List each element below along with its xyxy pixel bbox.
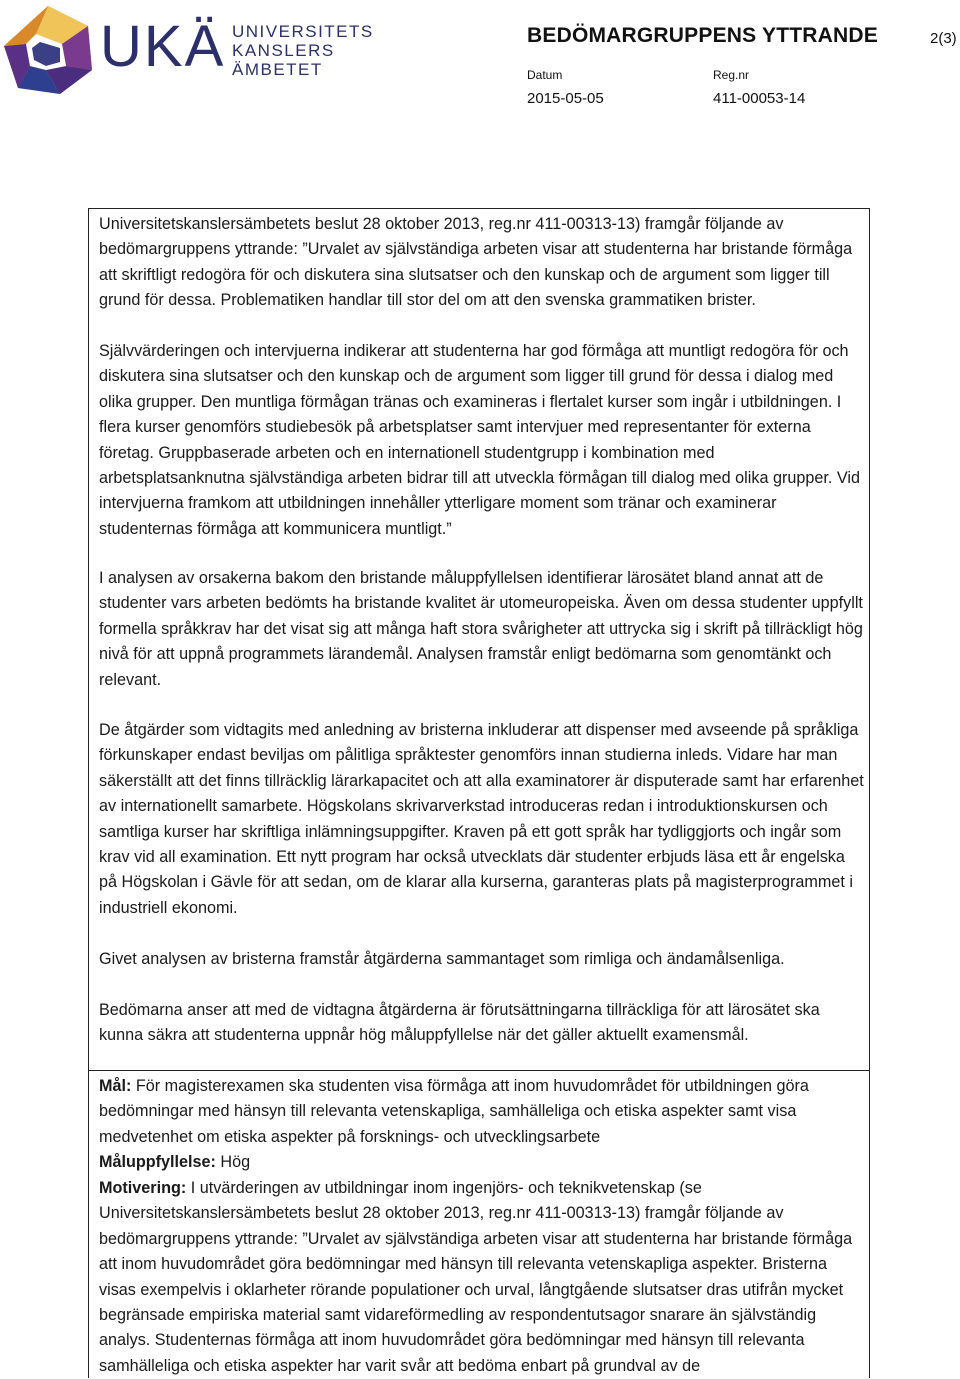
reg-value: 411-00053-14 xyxy=(713,90,806,107)
section1-paragraph: I analysen av orsakerna bakom den bristande måluppfyllelsen identifierar lärosätet bland annat att de studenter vars arbeten bedömts ha bristande kvalitet är utomeuropeiska. Även om dessa studenter uppfyllt formella språkkrav har det visat sig att många haft stora svårigheter att uttrycka sig i skrift på tillräckligt hög nivå för att uppnå programmets lärandemål. Analysen framstår enligt bedömarna som genomtänkt och relevant. xyxy=(99,569,863,689)
logo-org-line: KANSLERS xyxy=(232,41,335,60)
motivation-label: Motivering: xyxy=(99,1179,187,1197)
document-title: BEDÖMARGRUPPENS YTTRANDE xyxy=(527,24,878,47)
page-header xyxy=(0,0,960,200)
fulfilment-value: Hög xyxy=(215,1153,251,1171)
goal-text: För magisterexamen ska studenten visa förmåga att inom huvudområdet för utbildningen göra bedömningar med hänsyn till relevanta vetenskapliga, samhälleliga och etiska aspekter samt visa medvetenhet om etiska aspekter på forsknings- och utvecklingsarbete xyxy=(99,1077,809,1146)
date-value: 2015-05-05 xyxy=(527,90,604,107)
page-number: 2(3) xyxy=(930,30,957,47)
section1-paragraph: Universitetskanslersämbetets beslut 28 oktober 2013, reg.nr 411-00313-13) framgår följande av bedömargruppens yttrande: ”Urvalet av självständiga arbeten visar att studenterna har bristande förmåga att skriftligt redogöra för och diskutera sina slutsatser och den kunskap och de argument som ligger till grund för dessa. Problematiken handlar till stor del om att den svenska grammatiken brister. xyxy=(99,215,853,310)
section1-paragraph: Bedömarna anser att med de vidtagna åtgärderna är förutsättningarna tillräckliga för att lärosätet ska kunna säkra att studenterna uppnår hög måluppfyllelse när det gäller aktuellt examensmål. xyxy=(99,1001,820,1045)
fulfilment-label: Måluppfyllelse: xyxy=(99,1153,216,1171)
date-label: Datum xyxy=(527,68,563,82)
logo-org-line: UNIVERSITETS xyxy=(232,22,374,41)
logo-wordmark: UKÄ xyxy=(100,14,226,79)
goal-label: Mål: xyxy=(99,1077,132,1095)
motivation-text: I utvärderingen av utbildningar inom ingenjörs- och teknikvetenskap (se Universitetskanslersämbetets beslut 28 oktober 2013, reg.nr 411-00313-13) framgår följande av bedömargruppens yttrande: ”Urvalet av självständiga arbeten visar att studenterna har bristande förmåga att inom huvudområdet göra bedömningar med hänsyn till relevanta vetenskapliga aspekter. Bristerna visas exempelvis i oklarheter rörande populationer och urval, långtgående slutsatser dras utifrån mycket begränsade empiriska material samt vidareförmedling av respondentutsagor snarare än självständig analys. Studenternas förmåga att inom huvudområdet göra bedömningar med hänsyn till relevanta samhälleliga och etiska aspekter har varit svår att bedöma enbart på grundval av de xyxy=(99,1179,853,1375)
motivation-paragraph xyxy=(99,1176,864,1379)
fulfilment-paragraph xyxy=(99,1150,864,1175)
section1-paragraph: Självvärderingen och intervjuerna indikerar att studenterna har god förmåga att muntligt redogöra för och diskutera sina slutsatser och den kunskap och de argument som ligger till grund för dessa i dialog med olika grupper. Den muntliga förmågan tränas och examineras i flertalet kurser som ingår i utbildningen. I flera kurser genomförs studiebesök på arbetsplatser samt intervjuer med representanter för externa företag. Gruppbaserade arbeten och en internationell studentgrupp i kombination med arbetsplatsanknutna självständiga arbeten bidrar till att utveckla förmågan till dialog med olika grupper. Vid intervjuerna framkom att utbildningen innehåller ytterligare moment som tränar och examinerar studenternas förmåga att kommunicera muntligt.” xyxy=(99,342,860,538)
goal-paragraph xyxy=(99,1074,864,1150)
uka-star-logo-icon xyxy=(2,4,94,96)
section1-paragraph: De åtgärder som vidtagits med anledning av bristerna inkluderar att dispenser med avseende på språkliga förkunskaper endast beviljas om pålitliga språktester genomförs innan studierna inleds. Vidare har man säkerställt att det finns tillräcklig lärarkapacitet och att alla examinatorer är disputerade samt har erfarenhet av internationellt samarbete. Högskolans skrivarverkstad introduceras redan i introduktionskursen och samtliga kurser har skriftliga inlämningsuppgifter. Kraven på ett gott språk har tydliggjorts och ingår som krav vid all examination. Ett nytt program har också utvecklats där studenter erbjuds läsa ett år engelska på Högskolan i Gävle för att sedan, om de klarar alla kurserna, garanteras plats på magisterprogrammet i industriell ekonomi. xyxy=(99,721,864,917)
section1-paragraph: Givet analysen av bristerna framstår åtgärderna sammantaget som rimliga och ändamålsenliga. xyxy=(99,950,785,968)
reg-label: Reg.nr xyxy=(713,68,750,82)
logo-org-line: ÄMBETET xyxy=(232,60,323,79)
logo-org-name xyxy=(232,22,374,79)
